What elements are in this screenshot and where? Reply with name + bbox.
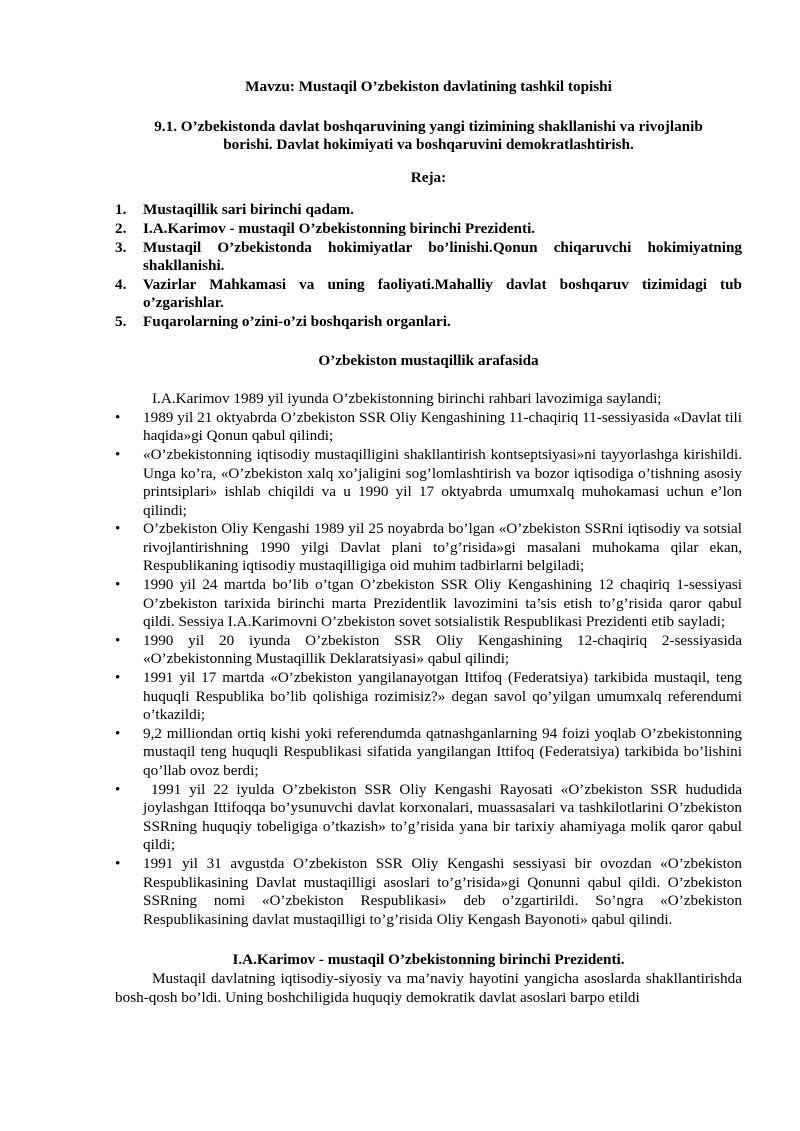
event-item [115, 446, 742, 520]
plan-item [115, 239, 742, 276]
event-item [115, 725, 742, 781]
event-text: 1990 yil 24 martda bo’lib o’tgan O’zbekiston SSR Oliy Kengashining 12 chaqiriq 1-sessiyasi O’zbekiston tarixida birinchi marta Prezidentlik lavozimini ta’sis etish to’g’risida qaror qabul qildi. Sessiya I.A.Karimovni O’zbekiston sovet sotsialistik Respublikasi Prezidenti etib sayladi; [143, 576, 742, 631]
event-text: 1989 yil 21 oktyabrda O’zbekiston SSR Oliy Kengashining 11-chaqiriq 11-sessiyasida «Davlat tili haqida»gi Qonun qabul qilindi; [143, 408, 742, 445]
intro-paragraph: I.A.Karimov 1989 yil iyunda O’zbekistonning birinchi rahbari lavozimiga saylandi; [152, 390, 662, 408]
plan-item [115, 313, 742, 332]
bullet-icon: • [115, 724, 121, 742]
bullet-icon: • [115, 669, 121, 687]
plan-item [115, 220, 742, 239]
plan-item-text: Mustaqillik sari birinchi qadam. [143, 201, 354, 219]
event-item [115, 409, 742, 446]
event-item [115, 669, 742, 725]
bullet-icon: • [115, 631, 121, 649]
event-item [115, 855, 742, 929]
section-title: O’zbekiston mustaqillik arafasida [318, 351, 539, 369]
event-text: «O’zbekistonning iqtisodiy mustaqilligini shakllantirish kontseptsiyasi»ni tayyorlashga kirishildi. Unga ko’ra, «O’zbekiston xalq xo’jaligini sog’lomlashtirish va bozor iqtisodiga o’tishning asosiy printsiplari» ishlab chiqildi va u 1990 yil 17 oktyabrda umumxalq muhokamasi uchun e’lon qilindi; [143, 445, 742, 519]
event-item [115, 780, 746, 855]
plan-item-number: 5. [115, 312, 127, 330]
event-text: 1991 yil 17 martda «O’zbekiston yangilanayotgan Ittifoq (Federatsiya) tarkibida mustaqil, teng huquqli Respublika bo’lib qolishiga rozimisiz?» degan savol qo’yilgan umumxalq referendumi o’tkazildi; [143, 669, 742, 724]
plan-item-text: Fuqarolarning o’zini-o’zi boshqarish organlari. [143, 312, 451, 330]
event-text: 1991 yil 22 iyulda O’zbekiston SSR Oliy Kengashi Rayosati «O’zbekiston SSR hududida joylashgan Ittifoqqa bo’ysunuvchi davlat korxonalari, muassasalari va tashkilotlarini O’zbekiston SSRning huquqiy tobeligiga o’tkazish» to’g’risida yana bir tarixiy ahamiyaga molik qaror qabul qildi; [143, 780, 746, 854]
plan-item-text: I.A.Karimov - mustaqil O’zbekistonning birinchi Prezidenti. [143, 219, 536, 237]
event-text: 9,2 milliondan ortiq kishi yoki referendumda qatnashganlarning 94 foizi yoqlab O’zbekistonning mustaqil teng huquqli Respublikasi sifatida yangilangan Ittifoq (Federatsiya) tarkibida bo’lishini qo’llab ovoz berdi; [143, 724, 742, 779]
bullet-icon: • [115, 408, 121, 426]
bullet-icon: • [115, 445, 121, 463]
plan-list [115, 201, 742, 331]
bullet-icon: • [115, 780, 121, 798]
event-item [115, 632, 742, 669]
event-item [115, 520, 742, 576]
section2-title: I.A.Karimov - mustaqil O’zbekistonning birinchi Prezidenti. [232, 951, 625, 969]
plan-item [115, 201, 742, 220]
event-text: O’zbekiston Oliy Kengashi 1989 yil 25 noyabrda bo’lgan «O’zbekiston SSRni iqtisodiy va sotsial rivojlantirishning 1990 yilgi Davlat plani to’g’risida»gi masalani muhokama qilar ekan, Respublikaning iqtisodiy mustaqilligiga oid muhim tadbirlarni belgiladi; [143, 520, 742, 575]
bullet-icon: • [115, 854, 121, 872]
events-list [115, 408, 746, 930]
plan-item-number: 3. [115, 238, 127, 256]
plan-item-number: 4. [115, 275, 127, 293]
plan-item-text: Vazirlar Mahkamasi va uning faoliyati.Mahalliy davlat boshqaruv tizimidagi tub o’zgarishlar. [143, 275, 742, 312]
plan-title: Reja: [410, 168, 447, 186]
event-text: 1991 yil 31 avgustda O’zbekiston SSR Oliy Kengashi sessiyasi bir ovozdan «O’zbekiston Respublikasining Davlat mustaqilligi asoslari to’g’risida»gi Qonunni qabul qildi. O’zbekiston SSRning nomi «O’zbekiston Respublikasi» deb o’zgartirildi. So’ngra «O’zbekiston Respublikasining davlat mustaqilligi to’g’risida Oliy Kengash Bayonoti» qabul qilindi. [143, 854, 742, 928]
plan-item-number: 2. [115, 219, 127, 237]
plan-item [115, 276, 742, 313]
topic-heading: Mavzu: Mustaqil O’zbekiston davlatining tashkil topishi [245, 78, 612, 95]
bullet-icon: • [115, 576, 121, 594]
plan-item-number: 1. [115, 201, 127, 219]
section2-paragraph: Mustaqil davlatning iqtisodiy-siyosiy va ma’naviy hayotini yangicha asoslarda shakllantirishda bosh-qosh bo’ldi. Uning boshchiligida huquqiy demokratik davlat asoslari barpo etildi [115, 969, 742, 1006]
event-text: 1990 yil 20 iyunda O’zbekiston SSR Oliy Kengashining 12-chaqiriq 2-sessiyasida «O’zbekistonning Mustaqillik Deklaratsiyasi» qabul qilindi; [143, 631, 742, 668]
subtopic-heading: 9.1. O’zbekistonda davlat boshqaruvining yangi tizimining shakllanishi va rivojlanib borishi. Davlat hokimiyati va boshqaruvini demokratlashtirish. [154, 117, 703, 154]
event-item [115, 576, 742, 632]
plan-item-text: Mustaqil O’zbekistonda hokimiyatlar bo’linishi.Qonun chiqaruvchi hokimiyatning shakllanishi. [143, 238, 742, 275]
bullet-icon: • [115, 520, 121, 538]
